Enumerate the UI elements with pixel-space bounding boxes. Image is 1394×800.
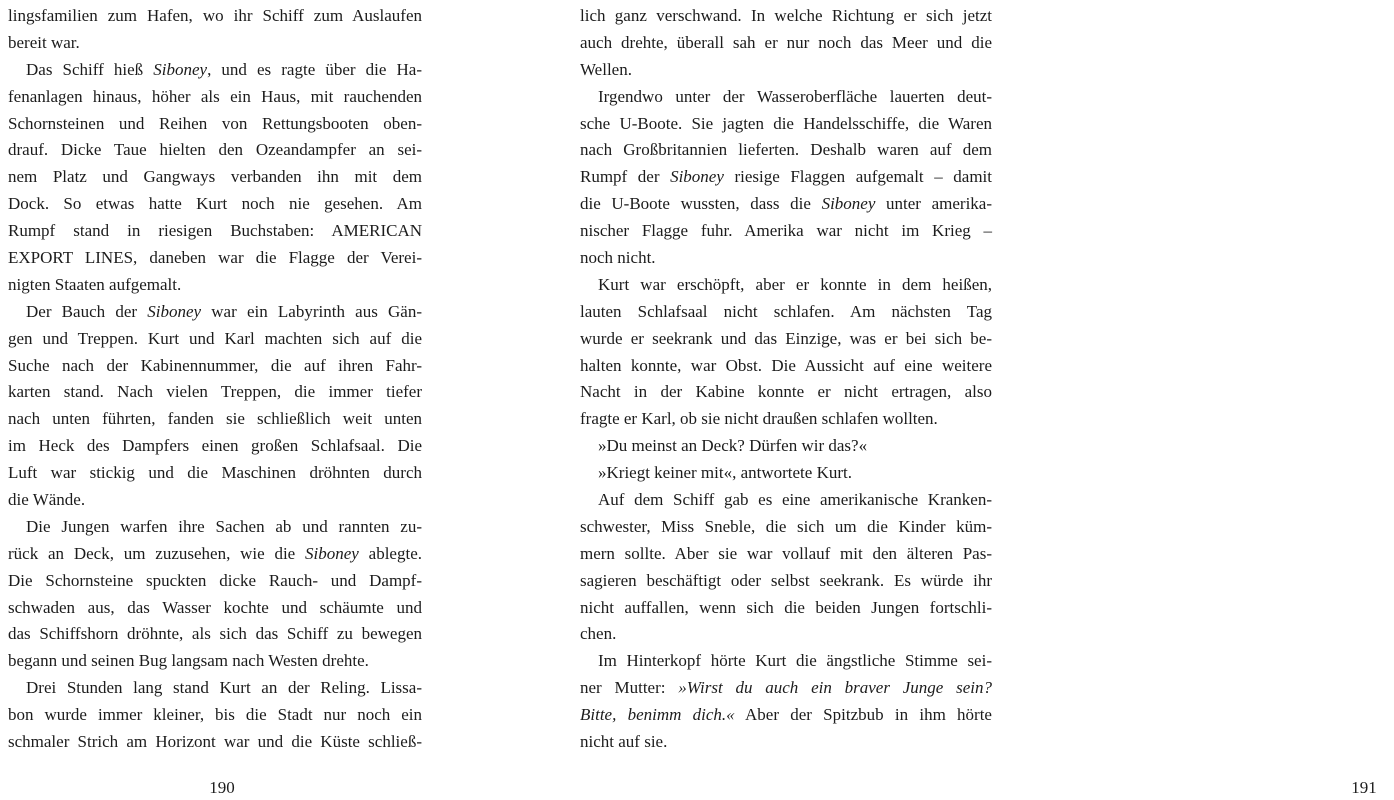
text-line [8, 3, 422, 30]
italic-text: Siboney [147, 301, 202, 321]
text-segment: fenanlagen hinaus, höher als ein Haus, mit rauchenden [8, 86, 422, 106]
text-segment: drauf. Dicke Taue hielten den Ozeandampfer an sei- [8, 140, 422, 160]
right-page-number: 191 [1351, 778, 1377, 797]
text-segment: nach Großbritannien lieferten. Deshalb waren auf dem [580, 140, 992, 160]
text-line [580, 379, 992, 406]
text-line [580, 3, 992, 30]
text-line [580, 675, 992, 702]
text-line [8, 487, 422, 514]
text-line [8, 433, 422, 460]
right-page-text [580, 3, 992, 756]
text-segment: Dock. So etwas hatte Kurt noch nie gesehen. Am [8, 194, 422, 214]
text-segment: war ein Labyrinth aus Gän- [201, 301, 423, 321]
italic-text: Siboney [153, 59, 208, 79]
text-segment: ner Mutter: [580, 678, 679, 698]
text-line [580, 406, 992, 433]
text-line [8, 648, 422, 675]
text-segment: das Schiffshorn dröhnte, als sich das Schiff zu bewegen [8, 624, 422, 644]
text-line [580, 568, 992, 595]
text-line [8, 57, 422, 84]
text-segment: nigten Staaten aufgemalt. [8, 274, 182, 294]
text-segment: Im Hinterkopf hörte Kurt die ängstliche Stimme sei- [598, 651, 992, 671]
text-segment: Die Schornsteine spuckten dicke Rauch- und Dampf- [8, 570, 422, 590]
text-line [8, 621, 422, 648]
text-line [8, 30, 422, 57]
text-segment: im Heck des Dampfers einen großen Schlafsaal. Die [8, 436, 422, 456]
text-line [580, 595, 992, 622]
text-segment: die U-Boote wussten, dass die [580, 194, 822, 214]
text-line [580, 648, 992, 675]
text-segment: die Wände. [8, 490, 86, 510]
text-segment: Kurt war erschöpft, aber er konnte in dem heißen, [598, 274, 992, 294]
text-segment: lingsfamilien zum Hafen, wo ihr Schiff zum Auslaufen [8, 6, 422, 25]
text-line [8, 379, 422, 406]
text-line [8, 406, 422, 433]
text-line [8, 353, 422, 380]
italic-text: »Wirst du auch ein braver Junge sein? [678, 678, 993, 698]
text-segment: Drei Stunden lang stand Kurt an der Reling. Lissa- [26, 678, 422, 698]
text-segment: sche U-Boote. Sie jagten die Handelsschiffe, die Waren [580, 113, 992, 133]
text-line [8, 299, 422, 326]
text-line [8, 460, 422, 487]
italic-text: Siboney [670, 167, 724, 187]
text-segment: halten konnte, war Obst. Die Aussicht auf eine weitere [580, 355, 992, 375]
text-segment: lich ganz verschwand. In welche Richtung er sich jetzt [580, 6, 992, 25]
right-page [580, 0, 1377, 800]
text-line [580, 702, 992, 729]
text-line [8, 541, 422, 568]
text-line [580, 164, 992, 191]
text-line [8, 218, 422, 245]
text-segment: ablegte. [358, 543, 422, 563]
text-segment: nischer Flagge fuhr. Amerika war nicht im Krieg – [580, 221, 992, 241]
text-line [8, 514, 422, 541]
text-line [580, 514, 992, 541]
left-page-text [8, 3, 422, 756]
text-segment: »Kriegt keiner mit«, antwortete Kurt. [598, 463, 852, 483]
text-line [8, 729, 422, 756]
text-segment: schmaler Strich am Horizont war und die Küste schließ- [8, 732, 422, 752]
text-line [580, 433, 992, 460]
text-line [8, 675, 422, 702]
italic-text: Bitte, benimm dich.« [580, 705, 735, 725]
text-segment: nem Platz und Gangways verbanden ihn mit dem [8, 167, 422, 187]
text-segment: fragte er Karl, ob sie nicht draußen schlafen wollten. [580, 409, 938, 429]
text-line [580, 191, 992, 218]
text-line [8, 191, 422, 218]
text-segment: unter amerika- [875, 194, 992, 214]
text-segment: begann und seinen Bug langsam nach Westen drehte. [8, 651, 369, 671]
text-line [580, 84, 992, 111]
text-segment: nicht auffallen, wenn sich die beiden Jungen fortschli- [580, 597, 992, 617]
text-segment: Der Bauch der [26, 301, 148, 321]
text-segment: auch drehte, überall sah er nur noch das Meer und die [580, 32, 992, 52]
text-line [580, 353, 992, 380]
text-segment: mern sollte. Aber sie war vollauf mit den älteren Pas- [580, 543, 992, 563]
text-segment: gen und Treppen. Kurt und Karl machten sich auf die [8, 328, 422, 348]
text-line [580, 541, 992, 568]
text-line [8, 111, 422, 138]
text-line [580, 245, 992, 272]
text-line [8, 137, 422, 164]
text-line [580, 218, 992, 245]
text-line [580, 137, 992, 164]
text-line [580, 621, 992, 648]
text-segment: karten stand. Nach vielen Treppen, die immer tiefer [8, 382, 422, 402]
text-line [580, 460, 992, 487]
text-line [8, 84, 422, 111]
text-line [580, 272, 992, 299]
text-segment: Wellen. [580, 59, 632, 79]
text-line [580, 299, 992, 326]
text-segment: Luft war stickig und die Maschinen dröhnten durch [8, 463, 422, 483]
text-line [580, 57, 992, 84]
text-segment: schwaden aus, das Wasser kochte und schäumte und [8, 597, 422, 617]
text-line [580, 326, 992, 353]
text-segment: Irgendwo unter der Wasseroberfläche lauerten deut- [598, 86, 992, 106]
text-segment: sagieren beschäftigt oder selbst seekrank. Es würde ihr [580, 570, 992, 590]
text-segment: bereit war. [8, 32, 80, 52]
text-segment: riesige Flaggen aufgemalt – damit [723, 167, 993, 187]
text-line [8, 245, 422, 272]
text-segment: Rumpf der [580, 167, 671, 187]
italic-text: Siboney [305, 543, 359, 563]
text-segment: Schornsteinen und Reihen von Rettungsbooten oben- [8, 113, 422, 133]
text-line [8, 568, 422, 595]
text-segment: wurde er seekrank und das Einzige, was er bei sich be- [580, 328, 992, 348]
text-segment: , und es ragte über die Ha- [207, 59, 422, 79]
left-page [8, 0, 422, 800]
text-segment: noch nicht. [580, 248, 656, 268]
left-page-number: 190 [209, 778, 235, 797]
text-segment: lauten Schlafsaal nicht schlafen. Am nächsten Tag [580, 301, 992, 321]
text-line [8, 272, 422, 299]
text-segment: nach unten führten, fanden sie schließlich weit unten [8, 409, 422, 429]
text-segment: nicht auf sie. [580, 732, 668, 752]
text-segment: schwester, Miss Sneble, die sich um die Kinder küm- [580, 516, 992, 536]
text-line [8, 702, 422, 729]
text-segment: Auf dem Schiff gab es eine amerikanische Kranken- [598, 490, 992, 510]
text-segment: Suche nach der Kabinennummer, die auf ihren Fahr- [8, 355, 422, 375]
text-line [8, 595, 422, 622]
text-segment: chen. [580, 624, 617, 644]
text-segment: Rumpf stand in riesigen Buchstaben: AMERICAN [8, 221, 422, 241]
text-segment: Aber der Spitzbub in ihm hörte [734, 705, 992, 725]
text-segment: »Du meinst an Deck? Dürfen wir das?« [598, 436, 868, 456]
text-line [8, 164, 422, 191]
text-line [580, 111, 992, 138]
text-segment: rück an Deck, um zuzusehen, wie die [8, 543, 306, 563]
text-segment: bon wurde immer kleiner, bis die Stadt nur noch ein [8, 705, 422, 725]
text-line [8, 326, 422, 353]
text-line [580, 30, 992, 57]
italic-text: Siboney [821, 194, 876, 214]
text-line [580, 487, 992, 514]
text-segment: Das Schiff hieß [26, 59, 154, 79]
text-segment: EXPORT LINES, daneben war die Flagge der Verei- [8, 248, 422, 268]
text-segment: Die Jungen warfen ihre Sachen ab und rannten zu- [26, 516, 422, 536]
text-line [580, 729, 992, 756]
text-segment: Nacht in der Kabine konnte er nicht ertragen, also [580, 382, 992, 402]
